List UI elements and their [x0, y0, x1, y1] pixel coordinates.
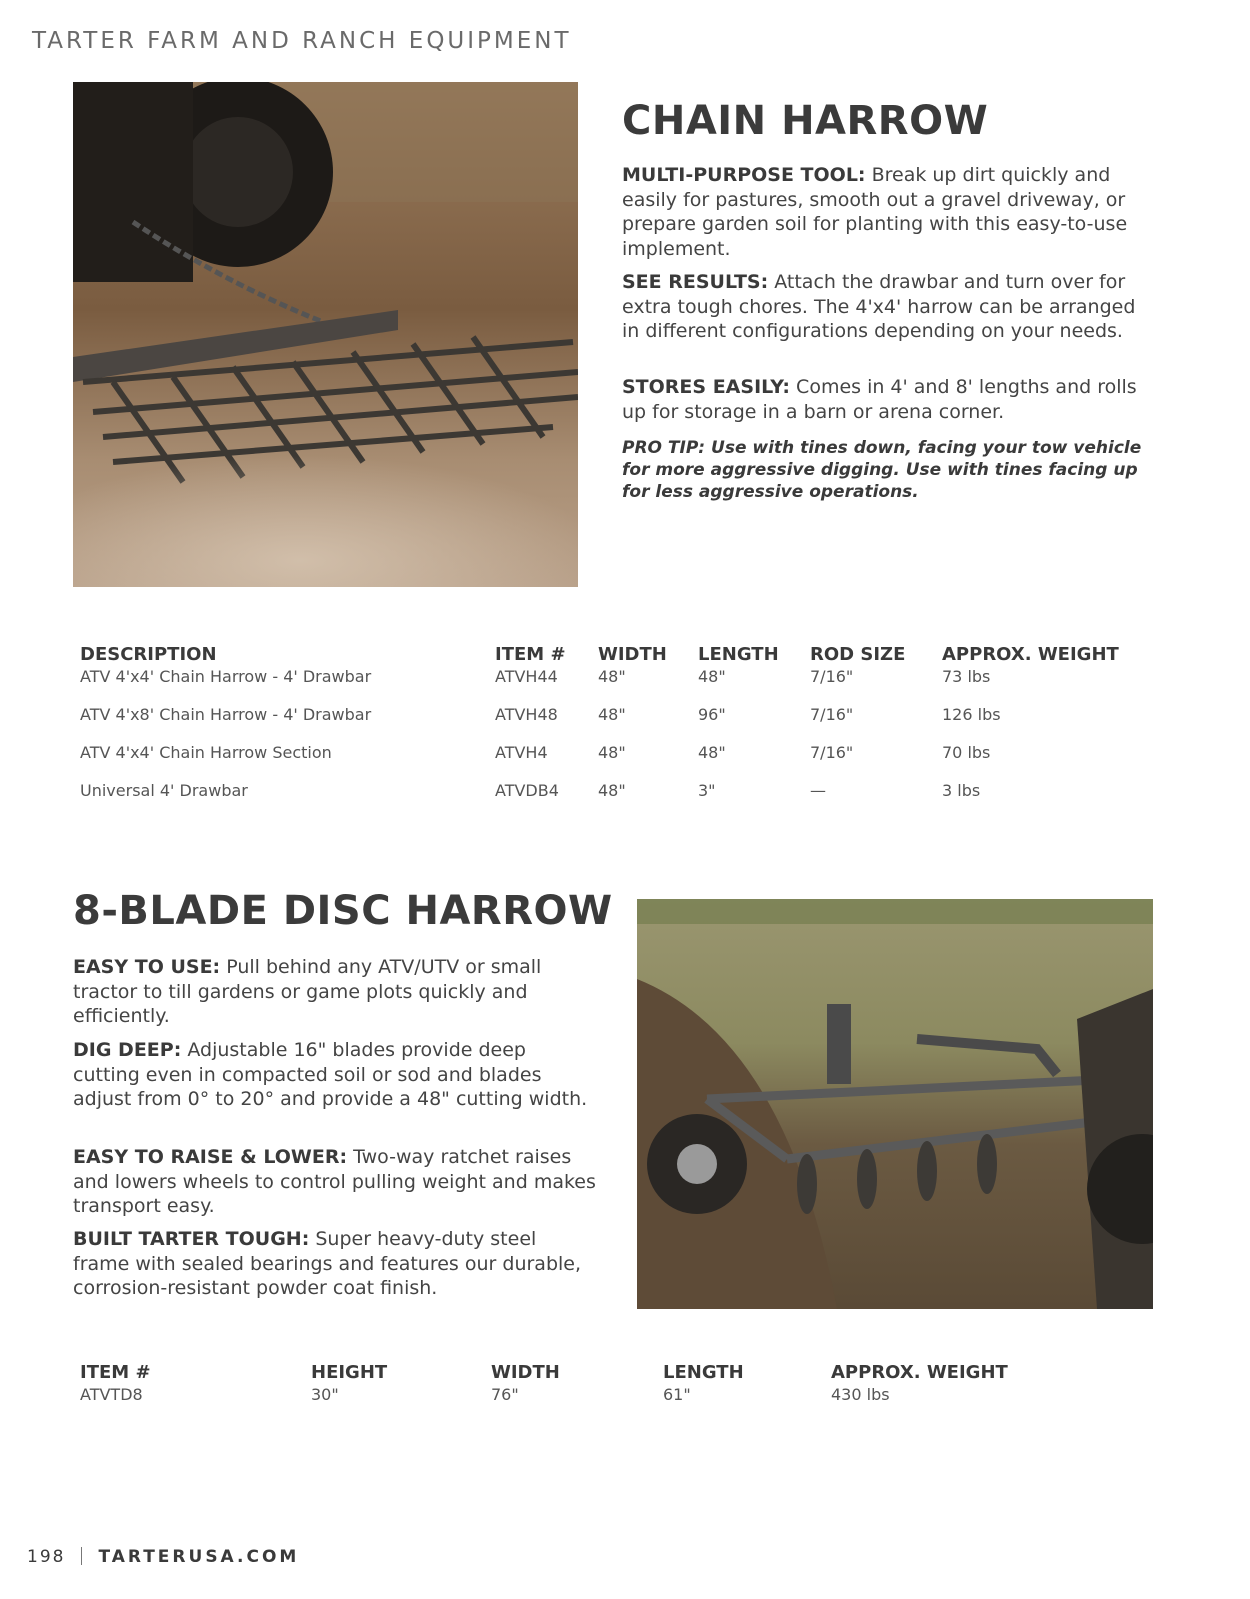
- cell-length: 96": [698, 705, 726, 724]
- cell-length: 3": [698, 781, 716, 800]
- cell-description: ATV 4'x8' Chain Harrow - 4' Drawbar: [80, 705, 372, 724]
- cell-weight: 73 lbs: [942, 667, 991, 686]
- table-row: [80, 1383, 1031, 1421]
- feature-text: Adjustable 16" blades provide deep cutting even in compacted soil or sod and blades adjust from 0° to 20° and provide a 48" cutting width.: [73, 1039, 588, 1110]
- cell-description: Universal 4' Drawbar: [80, 781, 248, 800]
- cell-rod-size: 7/16": [810, 667, 854, 686]
- cell-item: ATVTD8: [80, 1385, 143, 1404]
- feature-label: EASY TO USE:: [73, 956, 221, 978]
- cell-width: 48": [598, 705, 626, 724]
- feature-text: Super heavy-duty steel frame with sealed bearings and features our durable, corrosion-resistant powder coat finish.: [73, 1228, 582, 1299]
- feature-multi-purpose: [622, 163, 1147, 261]
- cell-weight: 126 lbs: [942, 705, 1001, 724]
- chain-harrow-photo: [73, 82, 578, 587]
- footer-divider: [81, 1547, 82, 1565]
- feature-dig-deep: [73, 1038, 598, 1112]
- feature-label: BUILT TARTER TOUGH:: [73, 1228, 310, 1250]
- cell-description: ATV 4'x4' Chain Harrow - 4' Drawbar: [80, 667, 372, 686]
- feature-text: Attach the drawbar and turn over for extra tough chores. The 4'x4' harrow can be arranged in different configurations depending on your needs.: [622, 271, 1136, 342]
- feature-built-tough: [73, 1227, 598, 1301]
- table-row: [80, 779, 1132, 817]
- cell-width: 48": [598, 781, 626, 800]
- col-header-width: WIDTH: [598, 644, 667, 665]
- website-link[interactable]: TARTERUSA.COM: [98, 1547, 300, 1567]
- cell-weight: 70 lbs: [942, 743, 991, 762]
- disc-harrow-photo: [637, 899, 1153, 1309]
- page-number: 198: [27, 1547, 66, 1567]
- cell-length: 48": [698, 743, 726, 762]
- pro-tip: PRO TIP: Use with tines down, facing your tow vehicle for more aggressive digging. Use with tines facing up for less aggressive operations.: [622, 438, 1142, 502]
- chain-harrow-spec-table: [80, 637, 1132, 817]
- feature-text: Break up dirt quickly and easily for pastures, smooth out a gravel driveway, or prepare garden soil for planting with this easy-to-use implement.: [622, 164, 1128, 260]
- cell-width: 48": [598, 743, 626, 762]
- feature-stores-easily: [622, 375, 1147, 424]
- cell-length: 48": [698, 667, 726, 686]
- feature-label: DIG DEEP:: [73, 1039, 182, 1061]
- cell-item: ATVH44: [495, 667, 558, 686]
- cell-rod-size: 7/16": [810, 705, 854, 724]
- table-row: [80, 665, 1132, 703]
- table-header-row: [80, 1355, 1031, 1383]
- feature-label: SEE RESULTS:: [622, 271, 769, 293]
- col-header-description: DESCRIPTION: [80, 644, 217, 665]
- catalog-header: TARTER FARM AND RANCH EQUIPMENT: [32, 28, 572, 54]
- feature-raise-lower: [73, 1145, 598, 1219]
- col-header-item: ITEM #: [495, 644, 566, 665]
- feature-text: Two-way ratchet raises and lowers wheels to control pulling weight and makes transport easy.: [73, 1146, 596, 1217]
- feature-see-results: [622, 270, 1147, 344]
- col-header-height: HEIGHT: [311, 1362, 388, 1383]
- col-header-item: ITEM #: [80, 1362, 151, 1383]
- col-header-length: LENGTH: [663, 1362, 744, 1383]
- cell-rod-size: —: [810, 781, 826, 800]
- col-header-weight: APPROX. WEIGHT: [831, 1362, 1008, 1383]
- cell-length: 61": [663, 1385, 691, 1404]
- cell-weight: 430 lbs: [831, 1385, 890, 1404]
- table-row: [80, 703, 1132, 741]
- col-header-length: LENGTH: [698, 644, 779, 665]
- disc-harrow-title: 8-BLADE DISC HARROW: [73, 888, 613, 934]
- cell-item: ATVH48: [495, 705, 558, 724]
- cell-item: ATVH4: [495, 743, 548, 762]
- col-header-rod-size: ROD SIZE: [810, 644, 906, 665]
- table-header-row: [80, 637, 1132, 665]
- feature-easy-to-use: [73, 955, 598, 1029]
- disc-harrow-spec-table: [80, 1355, 1031, 1421]
- feature-label: STORES EASILY:: [622, 376, 790, 398]
- col-header-width: WIDTH: [491, 1362, 560, 1383]
- cell-description: ATV 4'x4' Chain Harrow Section: [80, 743, 332, 762]
- feature-label: MULTI-PURPOSE TOOL:: [622, 164, 866, 186]
- cell-item: ATVDB4: [495, 781, 559, 800]
- feature-text: Pull behind any ATV/UTV or small tractor to till gardens or game plots quickly and efficiently.: [73, 956, 542, 1027]
- cell-height: 30": [311, 1385, 339, 1404]
- table-row: [80, 741, 1132, 779]
- cell-width: 76": [491, 1385, 519, 1404]
- cell-weight: 3 lbs: [942, 781, 981, 800]
- page-footer: [27, 1547, 299, 1567]
- chain-harrow-title: CHAIN HARROW: [622, 98, 989, 144]
- cell-width: 48": [598, 667, 626, 686]
- col-header-weight: APPROX. WEIGHT: [942, 644, 1119, 665]
- cell-rod-size: 7/16": [810, 743, 854, 762]
- feature-text: Comes in 4' and 8' lengths and rolls up for storage in a barn or arena corner.: [622, 376, 1137, 423]
- feature-label: EASY TO RAISE & LOWER:: [73, 1146, 348, 1168]
